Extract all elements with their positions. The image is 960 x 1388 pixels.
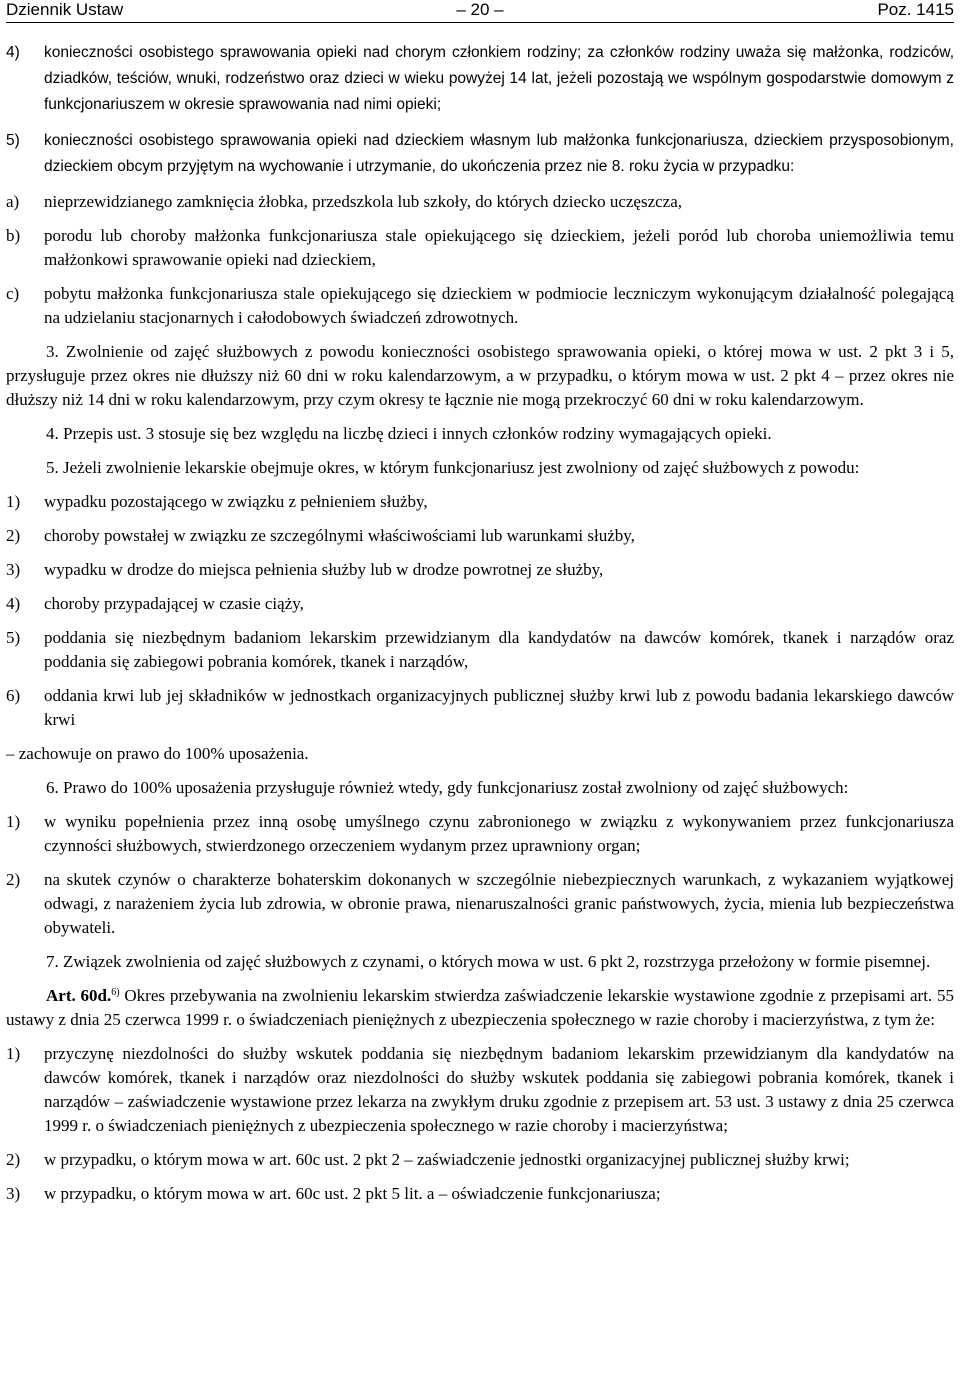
item-text: oddania krwi lub jej składników w jednostkach organizacyjnych publicznej służby krwi lub z powodu badania lekarskiego dawców krwi <box>44 686 954 729</box>
list-item <box>6 224 954 272</box>
item-text: w przypadku, o którym mowa w art. 60c ust. 2 pkt 2 – zaświadczenie jednostki organizacyjnej publicznej służby krwi; <box>44 1150 850 1169</box>
item-number: 6) <box>6 686 21 705</box>
list-item <box>6 190 954 214</box>
item-number: 1) <box>6 492 21 511</box>
list-a <box>6 40 954 180</box>
item-text: nieprzewidzianego zamknięcia żłobka, przedszkola lub szkoły, do których dziecko uczęszcza, <box>44 192 682 211</box>
list-item <box>6 1182 954 1206</box>
item-letter: a) <box>6 192 20 211</box>
document-body <box>6 40 954 1206</box>
page-header <box>6 0 954 23</box>
article-text: Okres przebywania na zwolnieniu lekarskim stwierdza zaświadczenie lekarskie wystawione zgodnie z przepisami art. 55 ustawy z dnia 25 czerwca 1999 r. o świadczeniach pieniężnych z ubezpieczenia społecznego w razie choroby i macierzyństwa, z tym że: <box>6 986 954 1029</box>
item-letter: b) <box>6 226 21 245</box>
list-5 <box>6 490 954 732</box>
position-number: Poz. 1415 <box>877 0 954 19</box>
item-number: 2) <box>6 870 21 889</box>
item-number: 4) <box>6 44 20 61</box>
paragraph-5-tail: – zachowuje on prawo do 100% uposażenia. <box>6 744 309 763</box>
item-number: 4) <box>6 594 21 613</box>
item-text: przyczynę niezdolności do służby wskutek poddania się niezbędnym badaniom lekarskim przewidzianym dla kandydatów na dawców komórek, tkanek i narządów oraz niezdolności do służby wskutek poddania się zabiegowi pobrania komórek, tkanek i narządów – zaświadczenie wystawione przez lekarza na zwykłym druku zgodnie z przepisem art. 53 ust. 3 ustawy z dnia 25 czerwca 1999 r. o świadczeniach pieniężnych z ubezpieczenia społecznego w razie choroby i macierzyństwa; <box>44 1044 954 1135</box>
list-item <box>6 1148 954 1172</box>
item-text: wypadku pozostającego w związku z pełnieniem służby, <box>44 492 428 511</box>
item-text: w wyniku popełnienia przez inną osobę umyślnego czynu zabronionego w związku z wykonywaniem przez funkcjonariusza czynności służbowych, stwierdzonego orzeczeniem wydanym przez uprawniony organ; <box>44 812 954 855</box>
item-text: konieczności osobistego sprawowania opieki nad chorym członkiem rodziny; za członków rodziny uważa się małżonka, rodziców, dziadków, teściów, wnuki, rodzeństwo oraz dzieci w wieku powyżej 14 lat, jeżeli pozostają we wspólnym gospodarstwie domowym z funkcjonariuszem w okresie sprawowania nad nimi opieki; <box>44 44 954 113</box>
item-text: choroby powstałej w związku ze szczególnymi właściwościami lub warunkami służby, <box>44 526 635 545</box>
list-item <box>6 810 954 858</box>
list-item <box>6 626 954 674</box>
item-text: pobytu małżonka funkcjonariusza stale opiekującego się dzieckiem w podmiocie leczniczym wykonującym działalność polegającą na udzielaniu stacjonarnych i całodobowych świadczeń zdrowotnych. <box>44 284 954 327</box>
list-item <box>6 592 954 616</box>
list-b <box>6 190 954 1206</box>
paragraph-4: 4. Przepis ust. 3 stosuje się bez względu na liczbę dzieci i innych członków rodziny wymagających opieki. <box>46 424 772 443</box>
list-item <box>6 282 954 330</box>
list-item <box>6 868 954 940</box>
list-item <box>6 558 954 582</box>
list-item <box>6 1042 954 1138</box>
list-item <box>6 490 954 514</box>
item-text: poddania się niezbędnym badaniom lekarskim przewidzianym dla kandydatów na dawców komórek, tkanek i narządów oraz poddania się zabiegowi pobrania komórek, tkanek i narządów, <box>44 628 954 671</box>
list-item <box>6 40 954 118</box>
list-item <box>6 128 954 180</box>
item-number: 2) <box>6 526 21 545</box>
item-text: wypadku w drodze do miejsca pełnienia służby lub w drodze powrotnej ze służby, <box>44 560 604 579</box>
paragraph-7: 7. Związek zwolnienia od zajęć służbowych z czynami, o których mowa w ust. 6 pkt 2, rozstrzyga przełożony w formie pisemnej. <box>46 952 931 971</box>
page-number: – 20 – <box>456 0 504 19</box>
item-number: 3) <box>6 1184 21 1203</box>
item-letter: c) <box>6 284 20 303</box>
item-number: 2) <box>6 1150 21 1169</box>
item-text: choroby przypadającej w czasie ciąży, <box>44 594 304 613</box>
paragraph-3: 3. Zwolnienie od zajęć służbowych z powodu konieczności osobistego sprawowania opieki, o której mowa w ust. 2 pkt 3 i 5, przysługuje przez okres nie dłuższy niż 60 dni w roku kalendarzowym, a w przypadku, o którym mowa w ust. 2 pkt 4 – przez okres nie dłuższy niż 14 dni w roku kalendarzowym, przy czym okresy te łącznie nie mogą przekroczyć 60 dni w roku kalendarzowym. <box>6 342 954 409</box>
list-item <box>6 524 954 548</box>
item-number: 3) <box>6 560 21 579</box>
list-item <box>6 684 954 732</box>
list-art <box>6 1042 954 1206</box>
article-label: Art. 60d. <box>46 986 112 1005</box>
paragraph-6: 6. Prawo do 100% uposażenia przysługuje również wtedy, gdy funkcjonariusz został zwolniony od zajęć służbowych: <box>46 778 849 797</box>
item-text: na skutek czynów o charakterze bohaterskim dokonanych w szczególnie niebezpiecznych warunkach, z wykazaniem wyjątkowej odwagi, z narażeniem życia lub zdrowia, w obronie prawa, nienaruszalności granic państwowych, życia, mienia lub bezpieczeństwa obywateli. <box>44 870 954 937</box>
item-number: 5) <box>6 628 21 647</box>
item-text: konieczności osobistego sprawowania opieki nad dzieckiem własnym lub małżonka funkcjonariusza, dzieckiem przysposobionym, dzieckiem obcym przyjętym na wychowanie i utrzymanie, do ukończenia przez nie 8. roku życia w przypadku: <box>44 132 954 175</box>
item-text: porodu lub choroby małżonka funkcjonariusza stale opiekującego się dzieckiem, jeżeli poród lub choroba uniemożliwia temu małżonkowi sprawowanie opieki nad dzieckiem, <box>44 226 954 269</box>
paragraph-5: 5. Jeżeli zwolnienie lekarskie obejmuje okres, w którym funkcjonariusz jest zwolniony od zajęć służbowych z powodu: <box>46 458 860 477</box>
journal-title: Dziennik Ustaw <box>6 0 124 19</box>
item-number: 1) <box>6 1044 21 1063</box>
footnote-reference: 6) <box>111 987 120 998</box>
article-60d <box>6 984 954 1032</box>
item-number: 5) <box>6 132 20 149</box>
item-text: w przypadku, o którym mowa w art. 60c ust. 2 pkt 5 lit. a – oświadczenie funkcjonariusza; <box>44 1184 661 1203</box>
item-number: 1) <box>6 812 21 831</box>
list-6 <box>6 810 954 940</box>
